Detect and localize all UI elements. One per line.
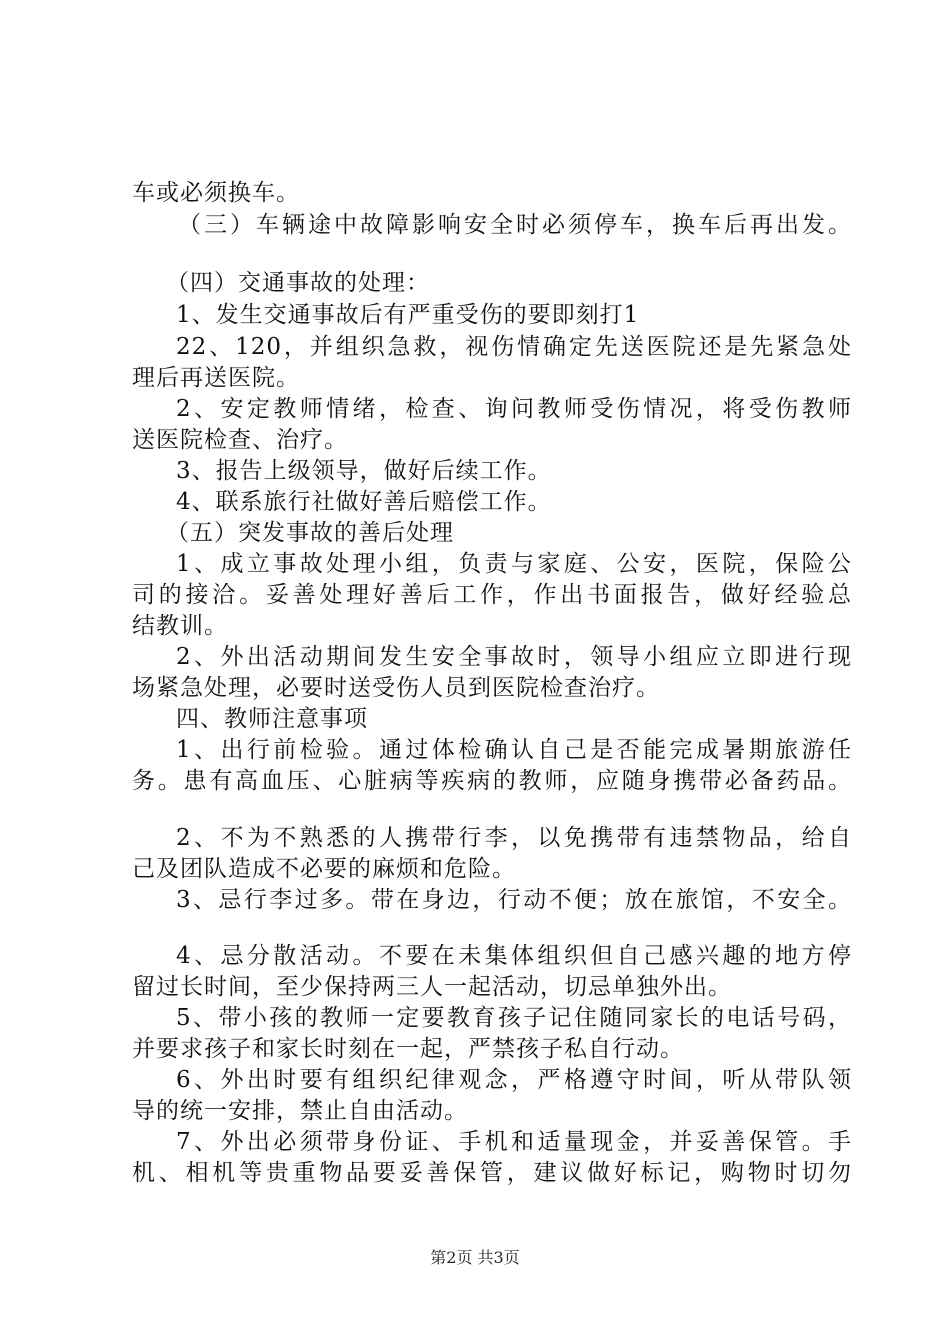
text-line: 22、120，并组织急救，视伤情确定先送医院还是先紧急处 bbox=[176, 334, 852, 360]
text-line: 并要求孩子和家长时刻在一起，严禁孩子私自行动。 bbox=[132, 1036, 684, 1062]
text-line: 机、相机等贵重物品要妥善保管，建议做好标记，购物时切勿 bbox=[132, 1160, 852, 1186]
text-line: （三）车辆途中故障影响安全时必须停车，换车后再出发。 bbox=[178, 212, 852, 238]
page-footer: 第2页 共3页 bbox=[430, 1248, 520, 1267]
text-line: （五）突发事故的善后处理 bbox=[166, 520, 454, 546]
text-line: 4、联系旅行社做好善后赔偿工作。 bbox=[176, 489, 552, 515]
text-line: 4、忌分散活动。不要在未集体组织但自己感兴趣的地方停 bbox=[176, 943, 852, 969]
text-line: 送医院检查、治疗。 bbox=[132, 427, 348, 453]
text-line: 3、忌行李过多。带在身边，行动不便；放在旅馆，不安全。 bbox=[176, 887, 852, 913]
text-line: 留过长时间，至少保持两三人一起活动，切忌单独外出。 bbox=[132, 974, 732, 1000]
text-line: 理后再送医院。 bbox=[132, 365, 300, 391]
text-line: 己及团队造成不必要的麻烦和危险。 bbox=[132, 856, 516, 882]
text-line: 5、带小孩的教师一定要教育孩子记住随同家长的电话号码， bbox=[176, 1005, 852, 1031]
text-line: 1、发生交通事故后有严重受伤的要即刻打1 bbox=[176, 302, 640, 328]
text-line: 2、外出活动期间发生安全事故时，领导小组应立即进行现 bbox=[176, 644, 852, 670]
text-line: 结教训。 bbox=[132, 613, 228, 639]
text-line: 四、教师注意事项 bbox=[176, 706, 368, 732]
text-line: 场紧急处理，必要时送受伤人员到医院检查治疗。 bbox=[132, 675, 660, 701]
text-line: 6、外出时要有组织纪律观念，严格遵守时间，听从带队领 bbox=[176, 1067, 852, 1093]
text-line: 1、成立事故处理小组，负责与家庭、公安，医院，保险公 bbox=[176, 551, 852, 577]
text-line: 2、安定教师情绪，检查、询问教师受伤情况，将受伤教师 bbox=[176, 396, 852, 422]
text-line: 务。患有高血压、心脏病等疾病的教师，应随身携带必备药品。 bbox=[132, 768, 852, 794]
text-line: 司的接洽。妥善处理好善后工作，作出书面报告，做好经验总 bbox=[132, 582, 852, 608]
text-line: （四）交通事故的处理： bbox=[166, 270, 430, 296]
text-line: 7、外出必须带身份证、手机和适量现金，并妥善保管。手 bbox=[176, 1129, 852, 1155]
text-line: 1、出行前检验。通过体检确认自己是否能完成暑期旅游任 bbox=[176, 737, 852, 763]
text-line: 2、不为不熟悉的人携带行李，以免携带有违禁物品，给自 bbox=[176, 825, 852, 851]
text-line: 3、报告上级领导，做好后续工作。 bbox=[176, 458, 552, 484]
text-line: 车或必须换车。 bbox=[132, 180, 300, 206]
text-line: 导的统一安排，禁止自由活动。 bbox=[132, 1098, 468, 1124]
